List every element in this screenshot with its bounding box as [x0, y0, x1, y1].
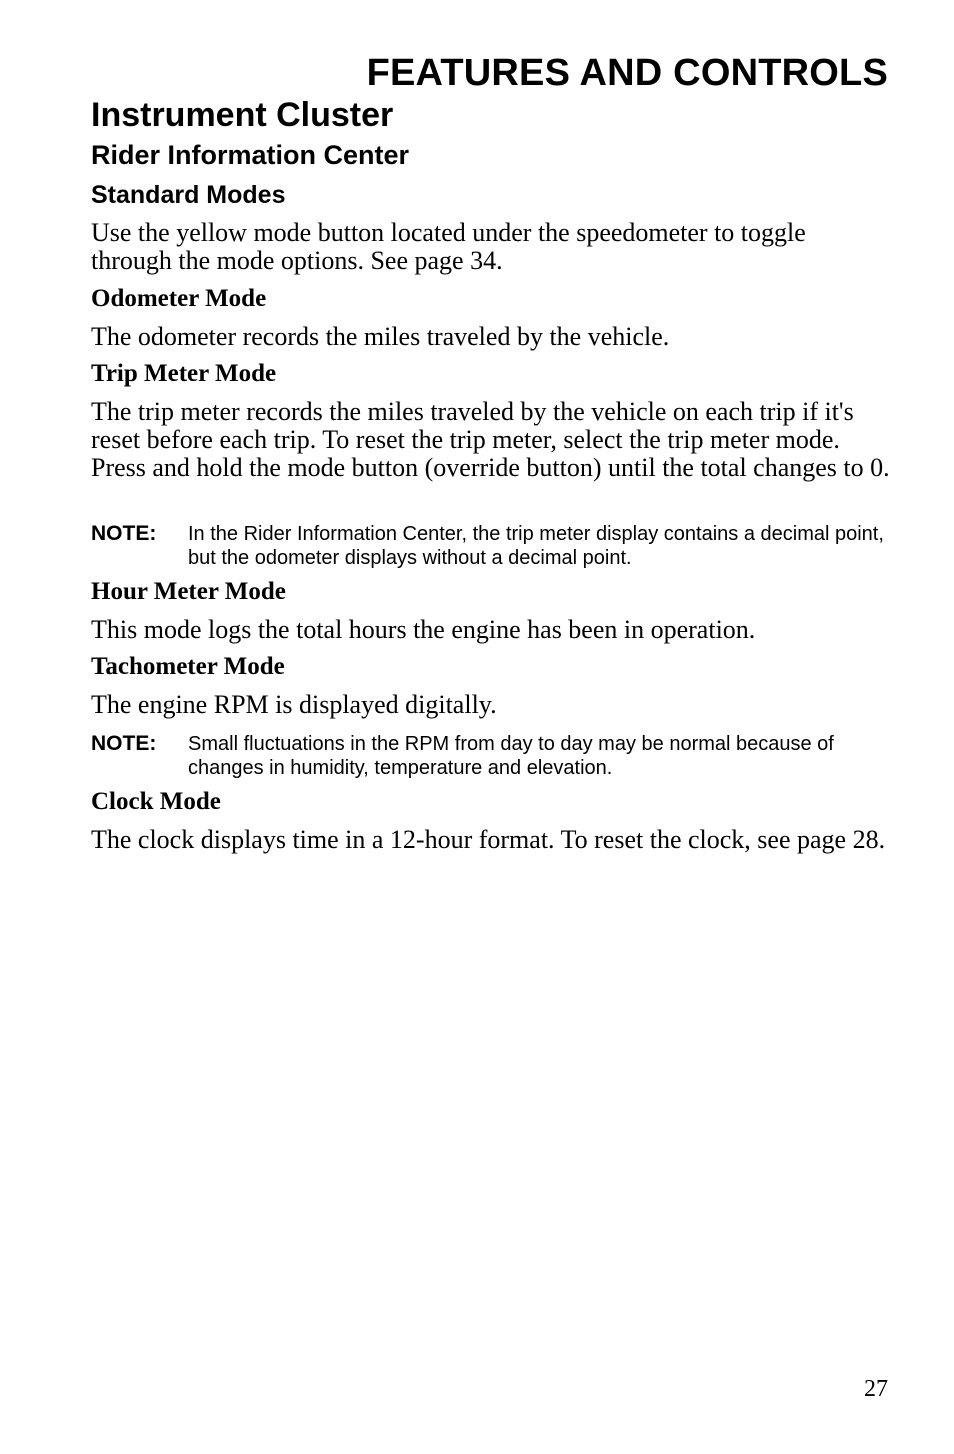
tachometer-mode-text: The engine RPM is displayed digitally. — [91, 690, 497, 719]
trip-meter-note — [91, 522, 891, 572]
trip-meter-mode-heading: Trip Meter Mode — [91, 360, 277, 387]
note-text: Small fluctuations in the RPM from day to day may be normal because of changes in humidity, temperature and elevation. — [188, 733, 834, 779]
trip-meter-mode-text: The trip meter records the miles traveled by the vehicle on each trip if it's reset before each trip. To reset the trip meter, select the trip meter mode. Press and hold the mode button (override button) until the total changes to 0. — [91, 397, 890, 482]
clock-mode-heading: Clock Mode — [91, 788, 221, 815]
standard-modes-heading: Standard Modes — [91, 181, 286, 209]
odometer-mode-heading: Odometer Mode — [91, 285, 267, 312]
odometer-mode-text: The odometer records the miles traveled by the vehicle. — [91, 322, 670, 351]
note-label: NOTE: — [91, 732, 157, 755]
standard-modes-intro: Use the yellow mode button located under the speedometer to toggle through the mode options. See page 34. — [91, 218, 806, 275]
hour-meter-mode-text: This mode logs the total hours the engine has been in operation. — [91, 615, 756, 644]
subsection-title: Rider Information Center — [91, 140, 410, 170]
page-number: 27 — [864, 1376, 888, 1402]
tachometer-mode-heading: Tachometer Mode — [91, 653, 285, 680]
note-text: In the Rider Information Center, the trip meter display contains a decimal point, but the odometer displays without a decimal point. — [188, 523, 884, 569]
clock-mode-text: The clock displays time in a 12-hour format. To reset the clock, see page 28. — [91, 825, 886, 854]
chapter-title: FEATURES AND CONTROLS — [366, 52, 888, 94]
tachometer-note — [91, 732, 891, 782]
section-title: Instrument Cluster — [91, 96, 394, 134]
note-label: NOTE: — [91, 522, 157, 545]
hour-meter-mode-heading: Hour Meter Mode — [91, 578, 286, 605]
